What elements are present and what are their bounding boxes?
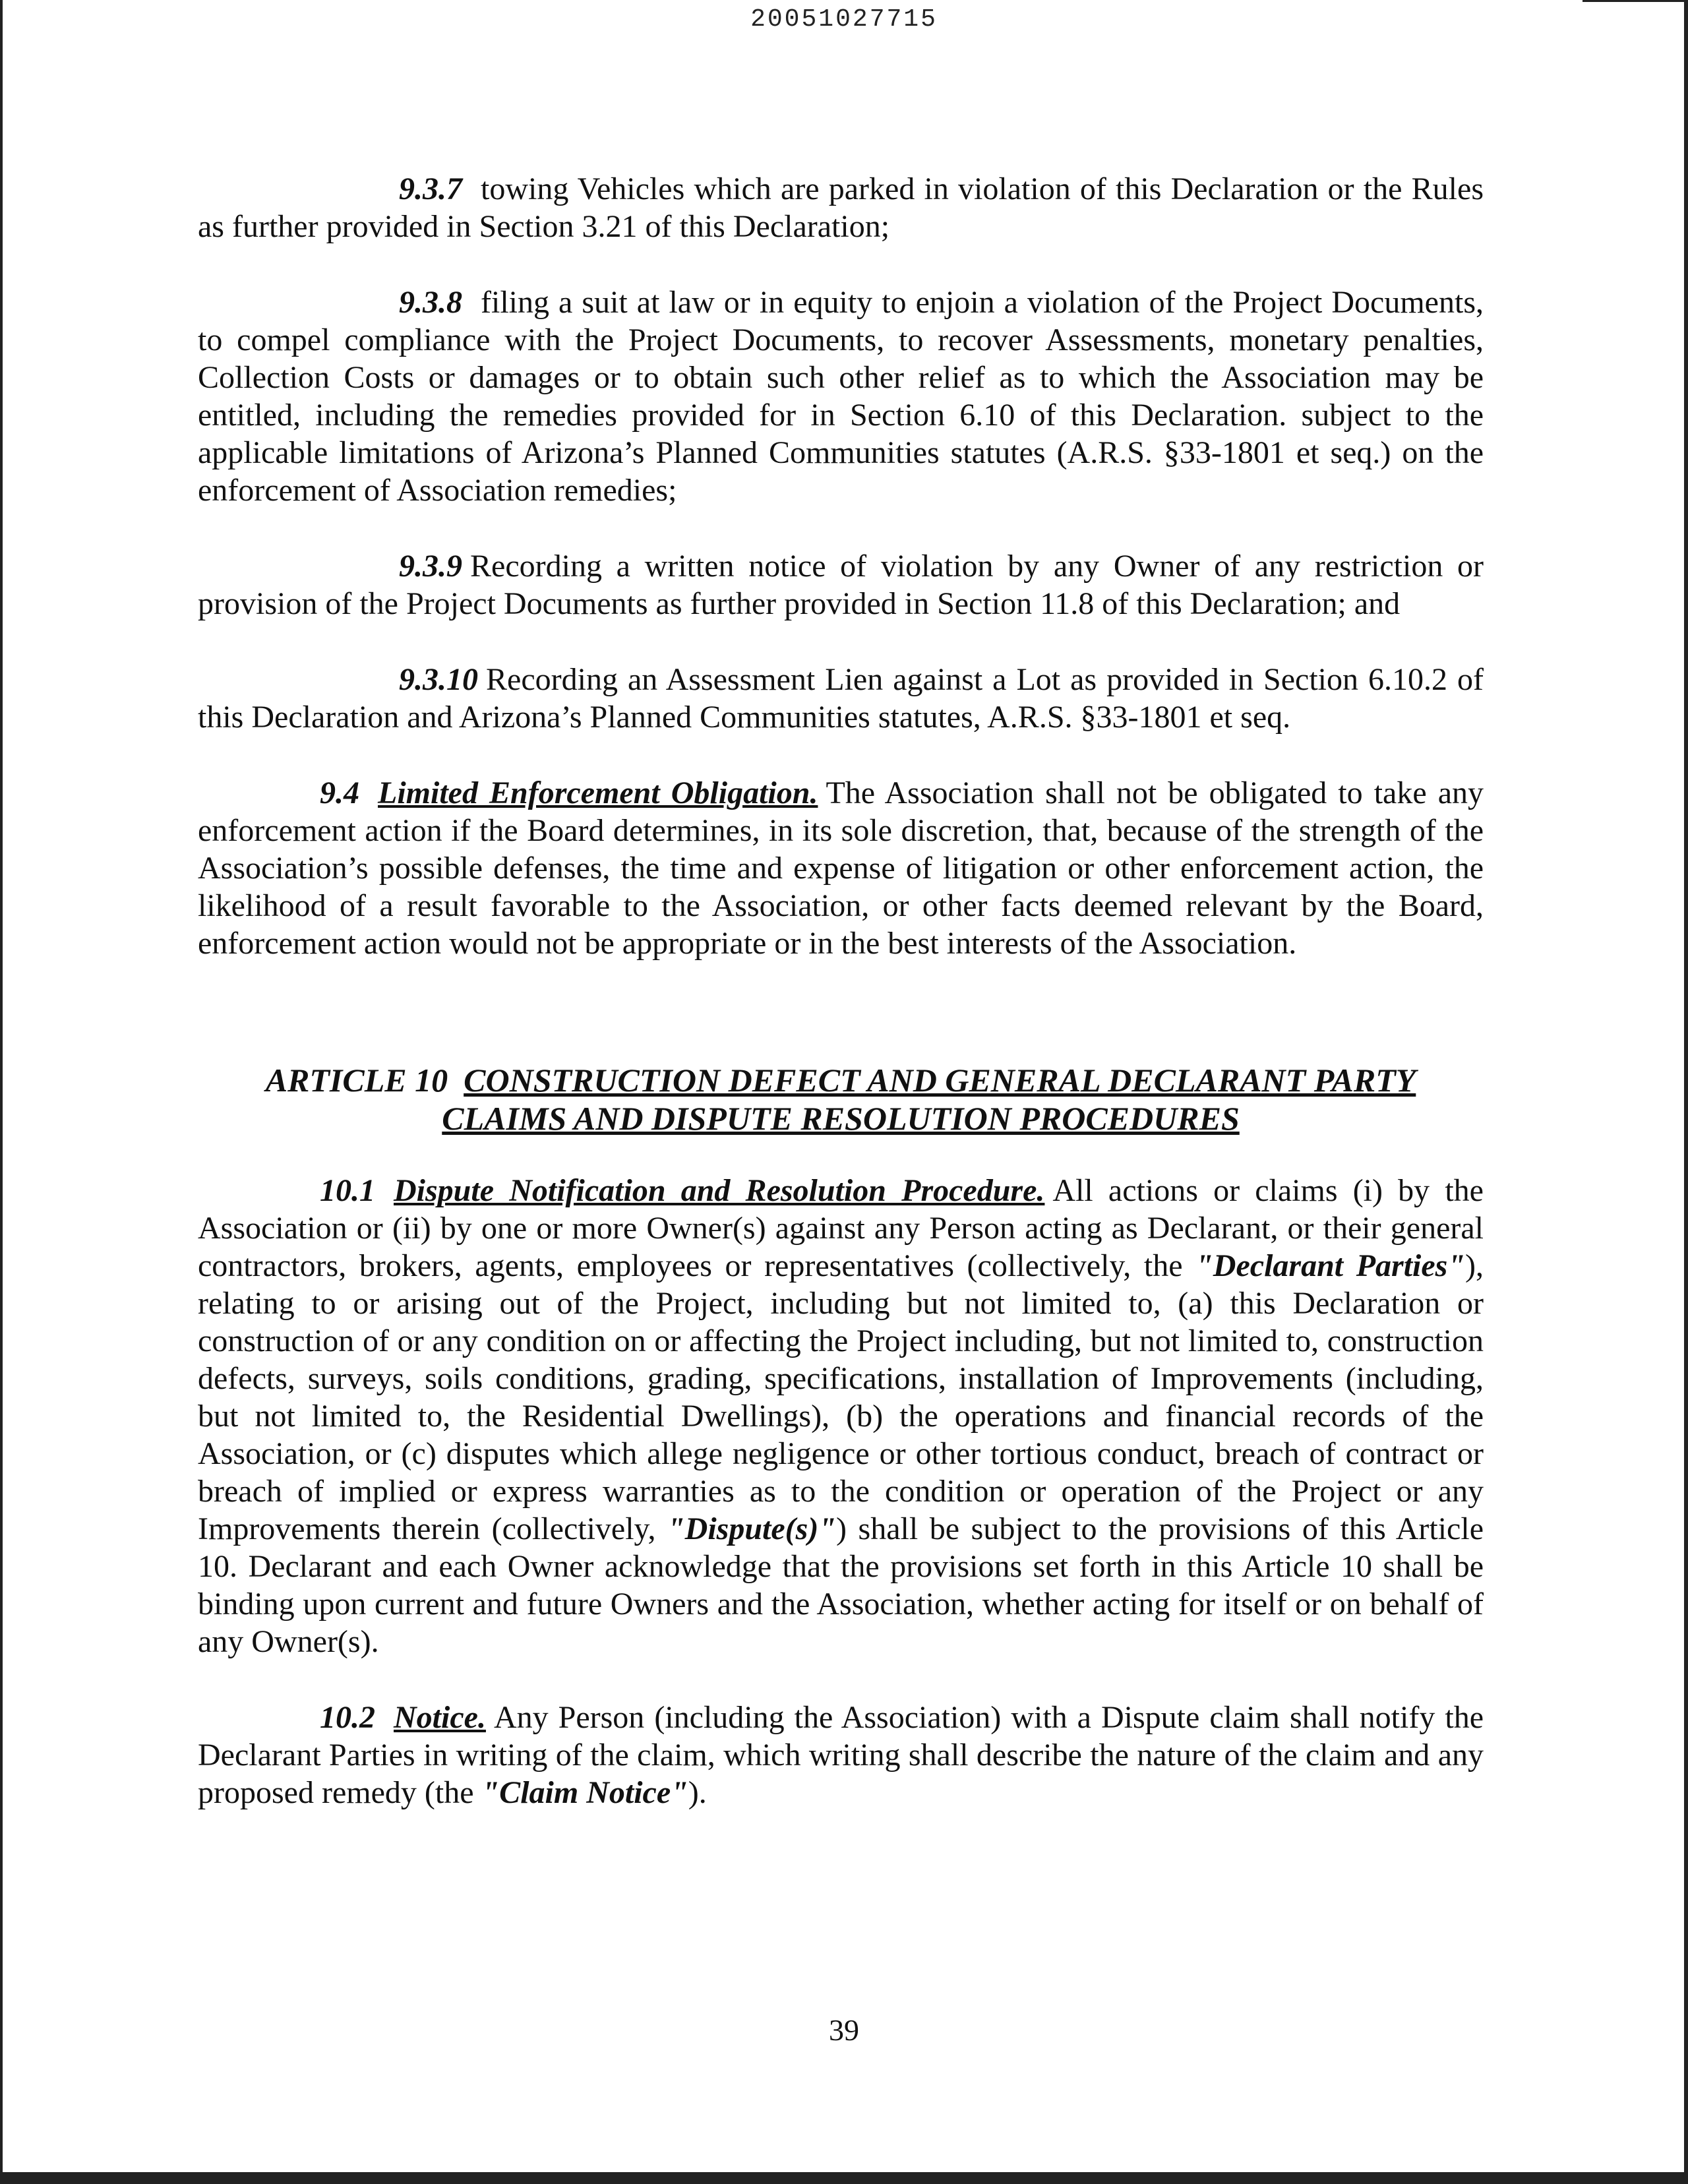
page-body (198, 170, 1484, 1811)
paragraph-9-3-8 (198, 284, 1484, 509)
article-title-line-2: CLAIMS AND DISPUTE RESOLUTION PROCEDURES (442, 1100, 1240, 1137)
article-heading-line-1 (198, 1061, 1484, 1099)
section-number: 9.3.9 (399, 549, 462, 584)
paragraph-text: Recording an Assessment Lien against a Lot as provided in Section 6.10.2 of this Declaration and Arizona’s Planned Communities statutes, A.R.S. §33-1801 et seq. (198, 662, 1484, 735)
paragraph-text: filing a suit at law or in equity to enjoin a violation of the Project Documents, to compel compliance with the Project Documents, to recover Assessments, monetary penalties, Collection Costs or damages or to obtain such other relief as to which the Association may be entitled, including the remedies provided for in Section 6.10 of this Declaration. subject to the applicable limitations of Arizona’s Planned Communities statutes (A.R.S. §33-1801 et seq.) on the enforcement of Association remedies; (198, 285, 1484, 508)
paragraph-text: ) shall be subject to the provisions of this Article 10. Declarant and each Owner acknowledge that the provisions set forth in this Article 10 shall be binding upon current and future Owners and the Association, whether acting for itself or on behalf of any Owner(s). (198, 1511, 1484, 1659)
paragraph-9-3-10 (198, 661, 1484, 736)
section-number: 9.3.10 (399, 662, 478, 697)
paragraph-text: The Association shall not be obligated to take any enforcement action if the Board determines, in its sole discretion, that, because of the strength of the Association’s possible defenses, the time and expense of litigation or other enforcement action, the likelihood of a result favorable to the Association, or other facts deemed relevant by the Board, enforcement action would not be appropriate or in the best interests of the Association. (198, 775, 1484, 961)
scan-top-line (1582, 0, 1688, 2)
section-number: 9.4 (320, 775, 359, 810)
paragraph-9-3-7 (198, 170, 1484, 245)
article-title-line-1: CONSTRUCTION DEFECT AND GENERAL DECLARANT PARTY (464, 1062, 1416, 1099)
paragraph-9-3-9 (198, 547, 1484, 622)
scan-border-bottom (0, 2172, 1688, 2184)
paragraph-9-4 (198, 774, 1484, 962)
paragraph-text: All actions or claims (i) by the Association or (ii) by one or more Owner(s) against any Person acting as Declarant, or their general contractors, brokers, agents, employees or representatives (collectively, the (198, 1173, 1484, 1283)
section-heading: Limited Enforcement Obligation. (378, 775, 818, 810)
paragraph-text: towing Vehicles which are parked in violation of this Declaration or the Rules as further provided in Section 3.21 of this Declaration; (198, 171, 1484, 244)
scan-border-left (0, 0, 3, 2184)
paragraph-10-1 (198, 1172, 1484, 1660)
article-heading-line-2 (198, 1099, 1484, 1138)
paragraph-text: ). (688, 1775, 707, 1810)
article-label: ARTICLE 10 (265, 1062, 448, 1099)
paragraph-10-2 (198, 1699, 1484, 1811)
section-heading: Notice. (394, 1700, 486, 1735)
section-number: 10.1 (320, 1173, 375, 1208)
document-stamp-number: 20051027715 (750, 5, 938, 34)
page-number: 39 (829, 2013, 859, 2047)
defined-term: "Claim Notice" (481, 1775, 688, 1810)
section-number: 10.2 (320, 1700, 375, 1735)
section-number: 9.3.8 (399, 285, 462, 320)
section-heading: Dispute Notification and Resolution Procedure. (394, 1173, 1045, 1208)
defined-term: "Declarant Parties" (1195, 1248, 1466, 1283)
paragraph-text: ), relating to or arising out of the Project, including but not limited to, (a) this Declaration or construction of or any condition on or affecting the Project including, but not limited to, construction defects, surveys, soils conditions, grading, specifications, installation of Improvements (including, but not limited to, the Residential Dwellings), (b) the operations and financial records of the Association, or (c) disputes which allege negligence or other tortious conduct, breach of contract or breach of implied or express warranties as to the condition or operation of the Project or any Improvements therein (collectively, (198, 1248, 1484, 1546)
article-heading (198, 1061, 1484, 1138)
section-number: 9.3.7 (399, 171, 462, 206)
paragraph-text: Recording a written notice of violation by any Owner of any restriction or provision of the Project Documents as further provided in Section 11.8 of this Declaration; and (198, 549, 1484, 621)
paragraph-text: Any Person (including the Association) with a Dispute claim shall notify the Declarant Parties in writing of the claim, which writing shall describe the nature of the claim and any proposed remedy (the (198, 1700, 1484, 1810)
scan-border-right (1684, 0, 1688, 2184)
defined-term: "Dispute(s)" (667, 1511, 836, 1546)
